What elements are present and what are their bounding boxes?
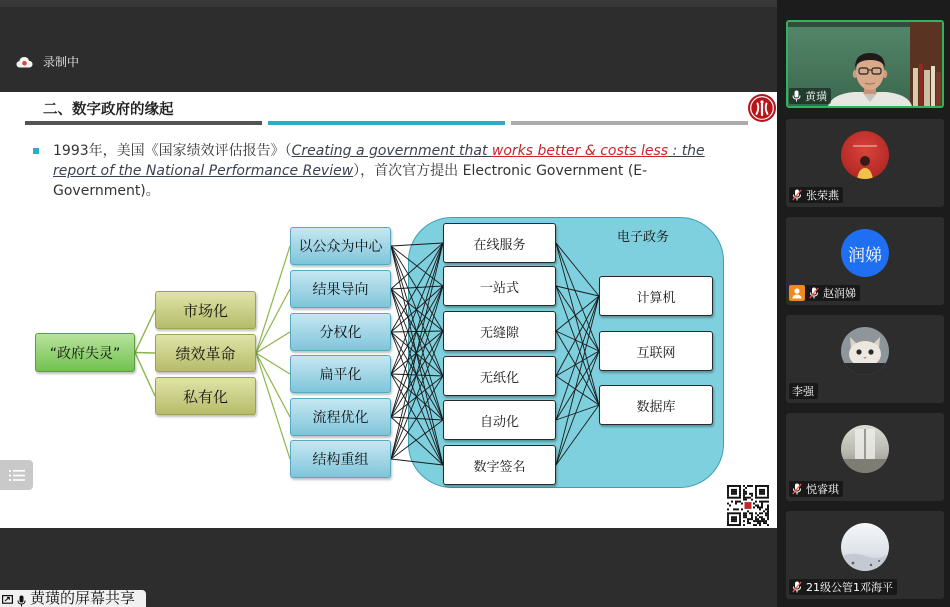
qr-module xyxy=(759,501,761,503)
qr-module xyxy=(739,522,741,524)
avatar xyxy=(841,425,889,473)
qr-module xyxy=(735,489,737,491)
node-decentralization: 分权化 xyxy=(290,313,391,351)
qr-module xyxy=(727,514,729,516)
participant-name: 李强 xyxy=(792,385,814,398)
qr-module xyxy=(735,524,737,526)
qr-module xyxy=(731,524,733,526)
qr-module xyxy=(767,516,769,518)
qr-module xyxy=(761,485,763,487)
qr-module xyxy=(729,497,731,499)
qr-module xyxy=(735,518,737,520)
qr-module xyxy=(743,524,745,526)
qr-module xyxy=(761,520,763,522)
mic-muted-icon xyxy=(792,581,802,593)
qr-module xyxy=(751,512,753,514)
qr-module xyxy=(755,518,757,520)
qr-module xyxy=(731,491,733,493)
qr-module xyxy=(751,518,753,520)
connector-line xyxy=(256,353,290,459)
qr-module xyxy=(763,497,765,499)
qr-module xyxy=(729,505,731,507)
qr-module xyxy=(727,503,729,505)
avatar xyxy=(841,523,889,571)
qr-module xyxy=(731,512,733,514)
qr-module xyxy=(727,495,729,497)
qr-module xyxy=(727,518,729,520)
qr-module xyxy=(735,497,737,499)
qr-module xyxy=(761,503,763,505)
qr-module xyxy=(763,485,765,487)
node-automation: 自动化 xyxy=(443,400,556,440)
qr-module xyxy=(745,516,747,518)
qr-module xyxy=(767,487,769,489)
qr-module xyxy=(727,485,729,487)
screen-share-text: 黄璜的屏幕共享 xyxy=(30,590,136,607)
qr-module xyxy=(739,491,741,493)
qr-module xyxy=(753,520,755,522)
qr-module xyxy=(731,489,733,491)
qr-module xyxy=(767,514,769,516)
bullet-prefix: 1993年，美国《国家绩效评估报告》（ xyxy=(53,143,292,159)
qr-module xyxy=(759,506,761,508)
qr-module xyxy=(731,501,733,503)
connector-line xyxy=(256,289,290,353)
qr-module xyxy=(767,485,769,487)
qr-module xyxy=(759,497,761,499)
cat-avatar-image xyxy=(841,327,889,375)
participant-label xyxy=(789,88,831,104)
shared-slide xyxy=(0,92,777,528)
qr-module xyxy=(761,501,763,503)
avatar-photo xyxy=(841,523,889,571)
node-digital-signature: 数字签名 xyxy=(443,445,556,485)
qr-module xyxy=(755,495,757,497)
qr-module xyxy=(751,499,753,501)
qr-module xyxy=(749,512,751,514)
qr-module xyxy=(743,512,745,514)
qr-module xyxy=(767,510,769,512)
qr-module xyxy=(733,508,735,510)
qr-module xyxy=(767,505,769,507)
qr-module xyxy=(727,493,729,495)
qr-module xyxy=(743,485,745,487)
qr-module xyxy=(747,510,749,512)
qr-module xyxy=(739,512,741,514)
qr-module xyxy=(743,497,745,499)
title-divider-dark xyxy=(25,121,262,125)
node-online-service: 在线服务 xyxy=(443,223,556,263)
qr-module xyxy=(731,485,733,487)
qr-module xyxy=(739,514,741,516)
participant-label xyxy=(789,383,818,399)
qr-module xyxy=(743,520,745,522)
university-logo xyxy=(748,94,776,122)
qr-module xyxy=(755,524,757,526)
qr-module xyxy=(761,497,763,499)
connector-line xyxy=(135,310,155,353)
qr-module xyxy=(745,491,747,493)
qr-module xyxy=(743,516,745,518)
qr-module xyxy=(749,518,751,520)
node-restructuring: 结构重组 xyxy=(290,440,391,478)
qr-module xyxy=(749,522,751,524)
qr-module xyxy=(755,489,757,491)
qr-module xyxy=(765,522,767,524)
qr-module xyxy=(767,518,769,520)
qr-module xyxy=(735,503,737,505)
participant-label xyxy=(789,285,860,301)
qr-module xyxy=(743,495,745,497)
participant-tile[interactable] xyxy=(786,315,944,403)
qr-module xyxy=(761,506,763,508)
node-paperless: 无纸化 xyxy=(443,356,556,396)
qr-module xyxy=(763,518,765,520)
qr-module xyxy=(739,489,741,491)
qr-module xyxy=(731,518,733,520)
qr-module xyxy=(749,485,751,487)
qr-module xyxy=(731,493,733,495)
qr-module xyxy=(739,493,741,495)
qr-module xyxy=(763,522,765,524)
qr-module xyxy=(765,514,767,516)
qr-module xyxy=(761,489,763,491)
qr-module xyxy=(759,512,761,514)
mic-icon xyxy=(17,595,26,607)
qr-module xyxy=(737,497,739,499)
qr-module xyxy=(765,497,767,499)
qr-module xyxy=(743,514,745,516)
qr-module xyxy=(749,497,751,499)
qr-module xyxy=(747,520,749,522)
slide-menu-button[interactable] xyxy=(0,460,33,490)
connector-line xyxy=(256,353,290,374)
node-privatization: 私有化 xyxy=(155,377,256,415)
mic-icon xyxy=(792,90,801,102)
qr-module xyxy=(765,485,767,487)
qr-module xyxy=(729,485,731,487)
avatar-figure xyxy=(841,131,889,179)
qr-module xyxy=(745,512,747,514)
recording-indicator[interactable] xyxy=(16,53,79,70)
qr-module xyxy=(755,493,757,495)
qr-module xyxy=(759,516,761,518)
participant-name: 悦睿琪 xyxy=(806,483,839,496)
qr-module xyxy=(765,501,767,503)
qr-module xyxy=(733,516,735,518)
qr-module xyxy=(757,505,759,507)
qr-module xyxy=(733,491,735,493)
qr-module xyxy=(727,489,729,491)
qr-module xyxy=(745,493,747,495)
qr-module xyxy=(745,497,747,499)
qr-module xyxy=(767,497,769,499)
qr-module xyxy=(739,495,741,497)
qr-module xyxy=(737,508,739,510)
participant-tile[interactable] xyxy=(786,119,944,207)
bullet-text xyxy=(53,141,713,201)
qr-module xyxy=(759,491,761,493)
qr-module xyxy=(729,524,731,526)
qr-module xyxy=(735,512,737,514)
qr-module xyxy=(751,516,753,518)
qr-module xyxy=(767,491,769,493)
qr-module xyxy=(757,497,759,499)
qr-module xyxy=(767,495,769,497)
qr-module xyxy=(727,497,729,499)
connector-line xyxy=(135,353,155,354)
qr-module xyxy=(747,518,749,520)
qr-module xyxy=(759,524,761,526)
window-top-strip xyxy=(0,0,777,7)
bullet-report-title-highlight: works better & costs less xyxy=(491,143,669,159)
qr-center-logo xyxy=(745,502,752,509)
qr-code xyxy=(727,485,769,526)
qr-module xyxy=(767,524,769,526)
avatar xyxy=(841,131,889,179)
egov-title: 电子政务 xyxy=(616,230,669,245)
qr-module xyxy=(761,505,763,507)
node-citizen-centered: 以公众为中心 xyxy=(290,227,391,265)
qr-module xyxy=(767,489,769,491)
host-icon xyxy=(789,285,805,301)
qr-module xyxy=(733,520,735,522)
connector-line xyxy=(135,353,155,397)
participant-tile-video[interactable] xyxy=(786,20,944,108)
qr-module xyxy=(755,485,757,487)
qr-module xyxy=(761,516,763,518)
screen-share-label[interactable] xyxy=(0,590,146,607)
qr-module xyxy=(733,489,735,491)
avatar-text: 润娣 xyxy=(848,245,882,266)
qr-module xyxy=(731,516,733,518)
title-divider-light xyxy=(511,121,748,125)
qr-module xyxy=(753,506,755,508)
qr-module xyxy=(755,512,757,514)
qr-module xyxy=(761,518,763,520)
qr-module xyxy=(753,503,755,505)
qr-module xyxy=(739,518,741,520)
participant-tile[interactable] xyxy=(786,217,944,305)
qr-module xyxy=(749,493,751,495)
node-results-oriented: 结果导向 xyxy=(290,270,391,308)
qr-module xyxy=(737,512,739,514)
qr-module xyxy=(739,524,741,526)
qr-module xyxy=(735,508,737,510)
qr-module xyxy=(757,485,759,487)
qr-module xyxy=(733,493,735,495)
avatar xyxy=(841,229,889,277)
qr-module xyxy=(757,520,759,522)
qr-module xyxy=(755,487,757,489)
qr-module xyxy=(751,495,753,497)
node-internet: 互联网 xyxy=(599,331,713,371)
qr-module xyxy=(743,491,745,493)
qr-module xyxy=(739,501,741,503)
node-one-stop: 一站式 xyxy=(443,266,556,306)
qr-module xyxy=(739,487,741,489)
participant-label xyxy=(789,579,897,595)
qr-module xyxy=(735,485,737,487)
recording-label: 录制中 xyxy=(43,55,80,69)
qr-module xyxy=(767,508,769,510)
qr-module xyxy=(727,512,729,514)
node-marketization: 市场化 xyxy=(155,291,256,329)
qr-module xyxy=(765,508,767,510)
node-computer: 计算机 xyxy=(599,276,713,316)
qr-module xyxy=(763,493,765,495)
qr-module xyxy=(727,524,729,526)
qr-module xyxy=(727,520,729,522)
mic-muted-icon xyxy=(792,189,802,201)
qr-module xyxy=(761,493,763,495)
node-database: 数据库 xyxy=(599,385,713,425)
qr-module xyxy=(743,493,745,495)
participant-name: 黄璜 xyxy=(805,90,827,103)
qr-module xyxy=(745,514,747,516)
qr-module xyxy=(745,499,747,501)
participant-name: 张荣燕 xyxy=(806,189,839,202)
qr-module xyxy=(733,524,735,526)
qr-module xyxy=(761,512,763,514)
qr-module xyxy=(745,487,747,489)
qr-module xyxy=(761,491,763,493)
qr-module xyxy=(735,520,737,522)
title-divider-accent xyxy=(268,121,505,125)
qr-module xyxy=(767,501,769,503)
qr-module xyxy=(767,512,769,514)
qr-module xyxy=(727,487,729,489)
qr-module xyxy=(763,491,765,493)
qr-module xyxy=(727,491,729,493)
bullet-suffix: ），首次官方提出 Electronic Government (E-Government)。 xyxy=(53,163,648,199)
qr-module xyxy=(753,524,755,526)
qr-module xyxy=(755,501,757,503)
bullet-report-title: Creating a government that xyxy=(291,143,492,159)
qr-module xyxy=(759,493,761,495)
qr-module xyxy=(739,516,741,518)
mic-muted-icon xyxy=(792,483,802,495)
qr-module xyxy=(751,493,753,495)
screen-share-icon xyxy=(2,595,13,605)
slide-title: 二、数字政府的缘起 xyxy=(43,102,174,118)
participant-name: 21级公管1邓海平 xyxy=(806,581,893,594)
avatar-photo xyxy=(841,425,889,473)
qr-module xyxy=(731,520,733,522)
qr-module xyxy=(751,485,753,487)
qr-module xyxy=(729,512,731,514)
qr-module xyxy=(727,516,729,518)
qr-module xyxy=(763,489,765,491)
bullet-marker xyxy=(33,148,39,154)
qr-module xyxy=(737,501,739,503)
qr-module xyxy=(751,514,753,516)
list-icon xyxy=(9,469,25,482)
avatar xyxy=(841,327,889,375)
qr-module xyxy=(763,501,765,503)
qr-module xyxy=(747,497,749,499)
qr-module xyxy=(757,514,759,516)
bullet-report-subtitle: : the report of the National Performance Review xyxy=(53,143,705,179)
qr-module xyxy=(755,505,757,507)
qr-module xyxy=(741,508,743,510)
qr-module xyxy=(727,522,729,524)
qr-module xyxy=(755,497,757,499)
qr-module xyxy=(765,512,767,514)
node-process-optimization: 流程优化 xyxy=(290,398,391,436)
qr-module xyxy=(759,508,761,510)
qr-module xyxy=(739,520,741,522)
qr-module xyxy=(765,520,767,522)
qr-module xyxy=(743,499,745,501)
participant-panel xyxy=(777,0,950,607)
qr-module xyxy=(757,522,759,524)
node-seamless: 无缝隙 xyxy=(443,311,556,351)
mic-muted-icon xyxy=(809,287,819,299)
participant-tile[interactable] xyxy=(786,413,944,501)
qr-module xyxy=(755,516,757,518)
qr-module xyxy=(727,508,729,510)
connector-line xyxy=(256,246,290,353)
participant-name: 赵润娣 xyxy=(823,287,856,300)
qr-module xyxy=(759,522,761,524)
connector-line xyxy=(256,353,290,417)
qr-module xyxy=(735,516,737,518)
qr-module xyxy=(733,485,735,487)
qr-module xyxy=(757,518,759,520)
qr-module xyxy=(735,493,737,495)
qr-module xyxy=(755,491,757,493)
qr-module xyxy=(735,501,737,503)
qr-module xyxy=(755,520,757,522)
qr-module xyxy=(733,512,735,514)
qr-module xyxy=(763,520,765,522)
qr-module xyxy=(767,506,769,508)
qr-module xyxy=(739,485,741,487)
qr-module xyxy=(757,506,759,508)
qr-module xyxy=(759,485,761,487)
qr-module xyxy=(737,524,739,526)
node-performance-revolution: 绩效革命 xyxy=(155,334,256,372)
qr-module xyxy=(733,518,735,520)
participant-label xyxy=(789,187,843,203)
qr-module xyxy=(763,510,765,512)
connector-line xyxy=(256,332,290,353)
qr-module xyxy=(743,489,745,491)
cloud-record-icon xyxy=(16,56,33,68)
qr-module xyxy=(767,493,769,495)
node-root: “政府失灵” xyxy=(35,333,135,372)
qr-module xyxy=(747,485,749,487)
qr-module xyxy=(737,485,739,487)
qr-module xyxy=(759,520,761,522)
qr-module xyxy=(759,489,761,491)
participant-label xyxy=(789,481,843,497)
qr-module xyxy=(735,491,737,493)
qr-module xyxy=(739,497,741,499)
qr-module xyxy=(741,503,743,505)
node-flattening: 扁平化 xyxy=(290,355,391,393)
participant-tile[interactable] xyxy=(786,511,944,599)
qr-module xyxy=(733,497,735,499)
qr-module xyxy=(731,497,733,499)
qr-module xyxy=(747,522,749,524)
